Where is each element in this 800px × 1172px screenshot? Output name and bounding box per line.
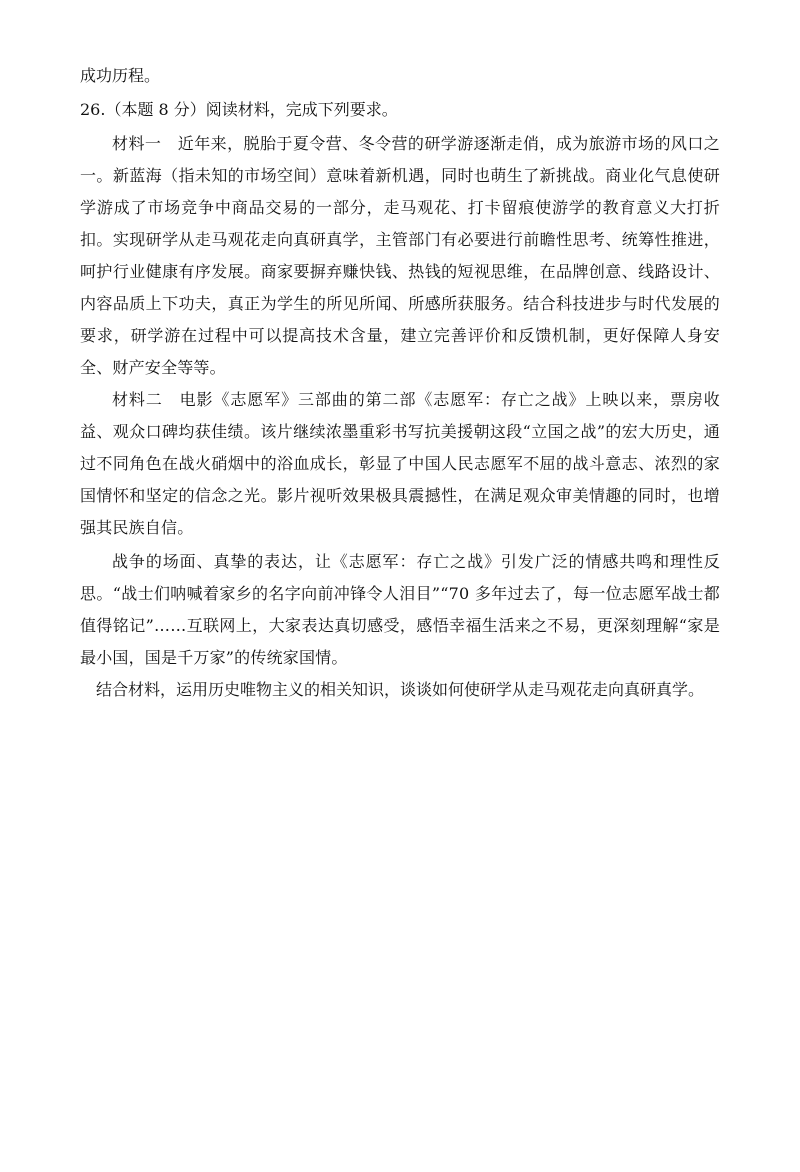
spacer — [80, 86, 720, 100]
material-one-paragraph: 材料一 近年来，脱胎于夏令营、冬令营的研学游逐渐走俏，成为旅游市场的风口之一。新蓝海（指未知的市场空间）意味着新机遇，同时也萌生了新挑战。商业化气息使研学游成了市场竞争中商品交易的一部分，走马观花、打卡留痕使游学的教育意义大打折扣。实现研学从走马观花走向真研真学，主管部门有必要进行前瞻性思考、统筹性推进，呵护行业健康有序发展。商家要摒弃赚快钱、热钱的短视思维，在品牌创意、线路设计、内容品质上下功夫，真正为学生的所见所闻、所感所获服务。结合科技进步与时代发展的要求，研学游在过程中可以提高技术含量，建立完善评价和反馈机制，更好保障人身安全、财产安全等等。 — [80, 134, 720, 377]
question-header: 26.（本题 8 分）阅读材料，完成下列要求。 — [80, 100, 398, 119]
document-page — [80, 66, 720, 706]
spacer — [80, 120, 720, 128]
material-two-continuation-paragraph: 战争的场面、真挚的表达，让《志愿军：存亡之战》引发广泛的情感共鸣和理性反思。“战士们呐喊着家乡的名字向前冲锋令人泪目”“70 多年过去了，每一位志愿军战士都值得铭记”……互联网上，大家表达真切感受，感悟幸福生活来之不易，更深刻理解“家是最小国，国是千万家”的传统家国情。 — [80, 552, 720, 667]
material-two-paragraph: 材料二 电影《志愿军》三部曲的第二部《志愿军：存亡之战》上映以来，票房收益、观众口碑均获佳绩。该片继续浓墨重彩书写抗美援朝这段“立国之战”的宏大历史，通过不同角色在战火硝烟中的浴血成长，彰显了中国人民志愿军不屈的战斗意志、浓烈的家国情怀和坚定的信念之光。影片视听效果极具震撼性，在满足观众审美情趣的同时，也增强其民族自信。 — [80, 390, 720, 537]
question-task: 结合材料，运用历史唯物主义的相关知识，谈谈如何使研学从走马观花走向真研真学。 — [96, 680, 705, 699]
continuation-line: 成功历程。 — [80, 66, 161, 85]
